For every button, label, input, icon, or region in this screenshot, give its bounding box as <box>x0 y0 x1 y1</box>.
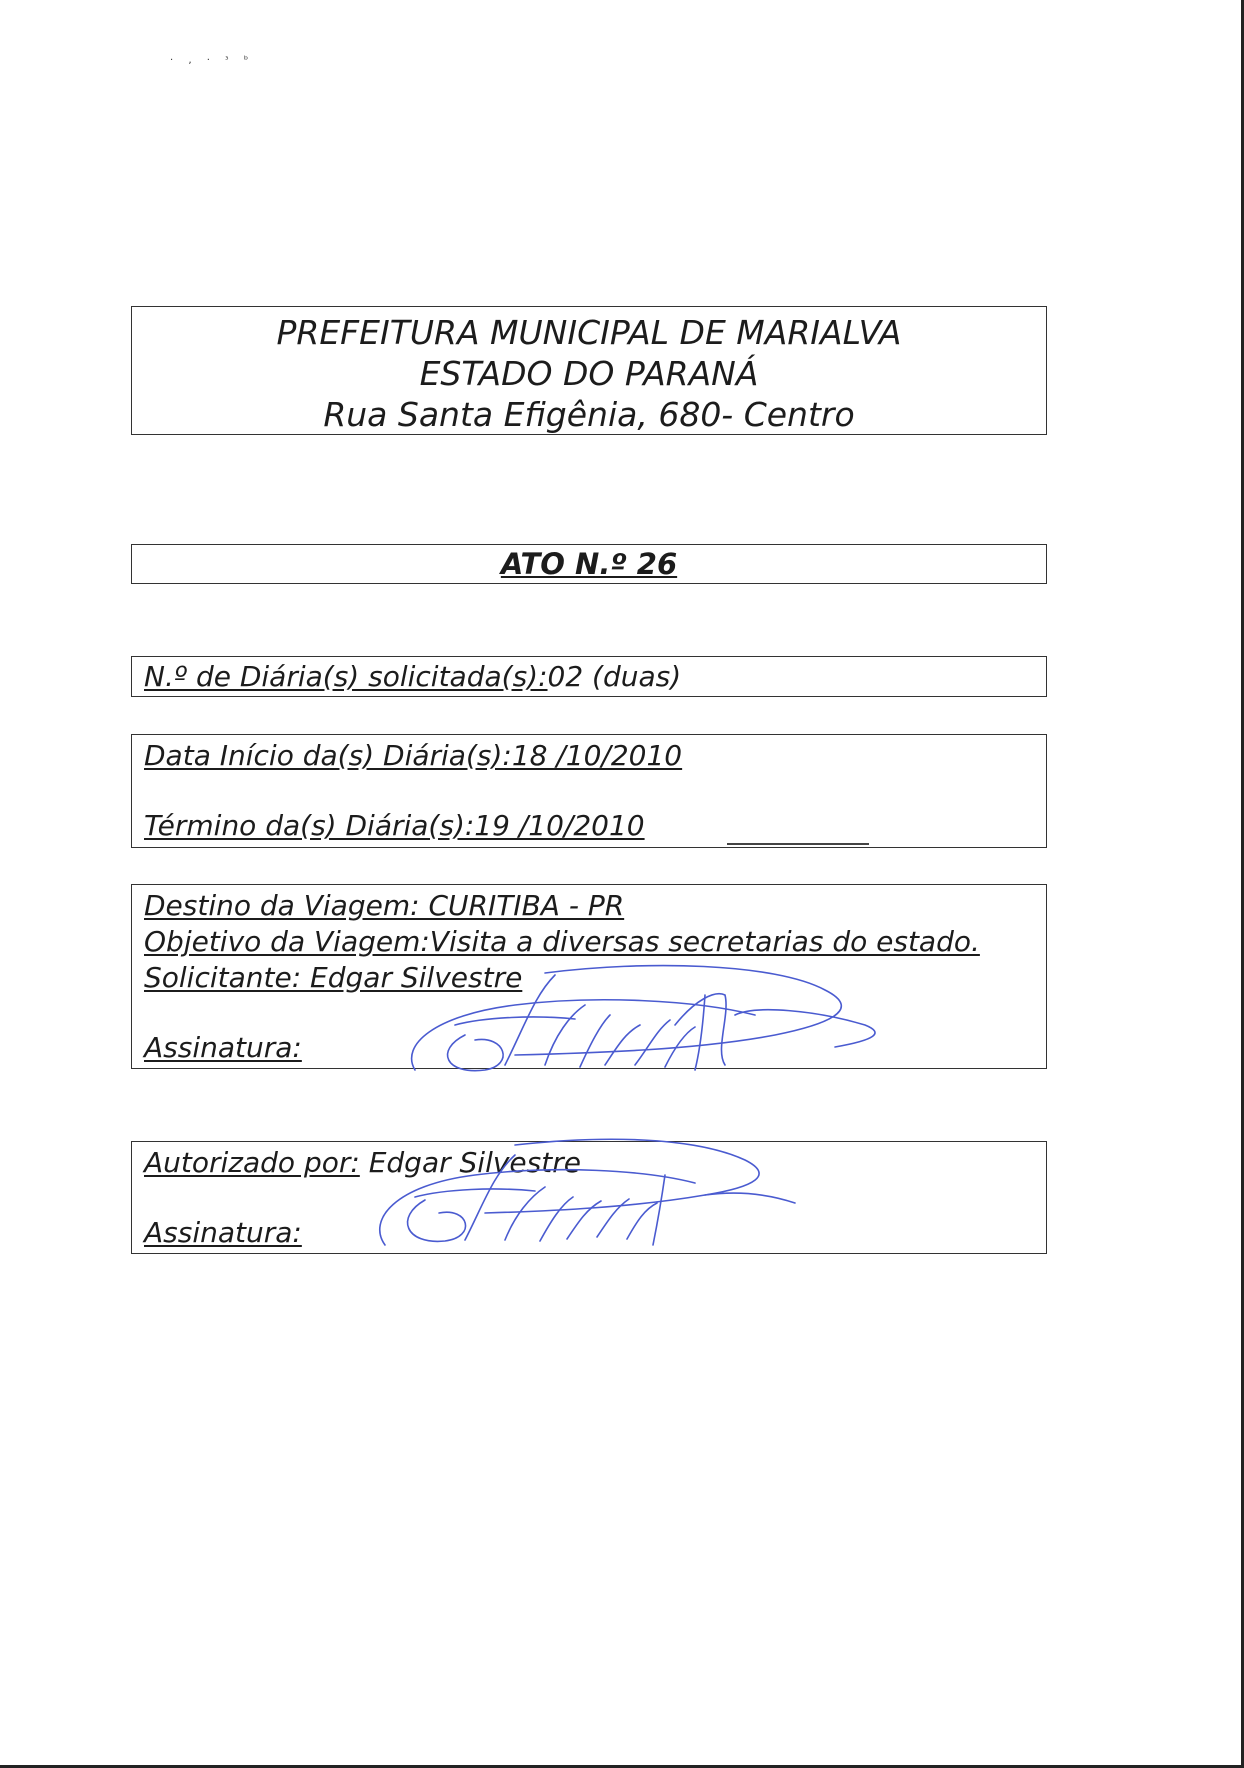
signature-solicitante <box>395 955 925 1085</box>
objetivo-viagem: Objetivo da Viagem:Visita a diversas secretarias do estado. <box>144 925 980 958</box>
datas-box <box>131 734 1047 848</box>
data-termino: Término da(s) Diária(s):19 /10/2010 <box>144 809 645 842</box>
autorizado-label: Autorizado por: <box>144 1146 360 1179</box>
diarias-label: N.º de Diária(s) solicitada(s): <box>144 660 548 693</box>
assinatura-solicitante-label: Assinatura: <box>144 1031 302 1064</box>
autorizado-nome: Edgar Silvestre <box>368 1146 581 1179</box>
data-inicio: Data Início da(s) Diária(s):18 /10/2010 <box>144 739 683 772</box>
solicitante: Solicitante: Edgar Silvestre <box>144 961 523 994</box>
header-title: PREFEITURA MUNICIPAL DE MARIALVA <box>276 313 902 352</box>
ato-box <box>131 544 1047 584</box>
diarias-value: 02 (duas) <box>547 660 682 693</box>
diarias-row <box>144 660 681 693</box>
assinatura-autorizador-label: Assinatura: <box>144 1216 302 1249</box>
header-box <box>131 306 1047 435</box>
destino-viagem: Destino da Viagem: CURITIBA - PR <box>144 889 625 922</box>
header-state: ESTADO DO PARANÁ <box>419 354 759 393</box>
scan-specks: · ‚ · ᶟ ᵇ <box>170 55 255 66</box>
diarias-box <box>131 656 1047 697</box>
termino-underline-extension <box>727 843 869 845</box>
signature-autorizador <box>365 1125 845 1260</box>
ato-title: ATO N.º 26 <box>500 547 678 581</box>
header-address: Rua Santa Efigênia, 680- Centro <box>323 395 855 434</box>
